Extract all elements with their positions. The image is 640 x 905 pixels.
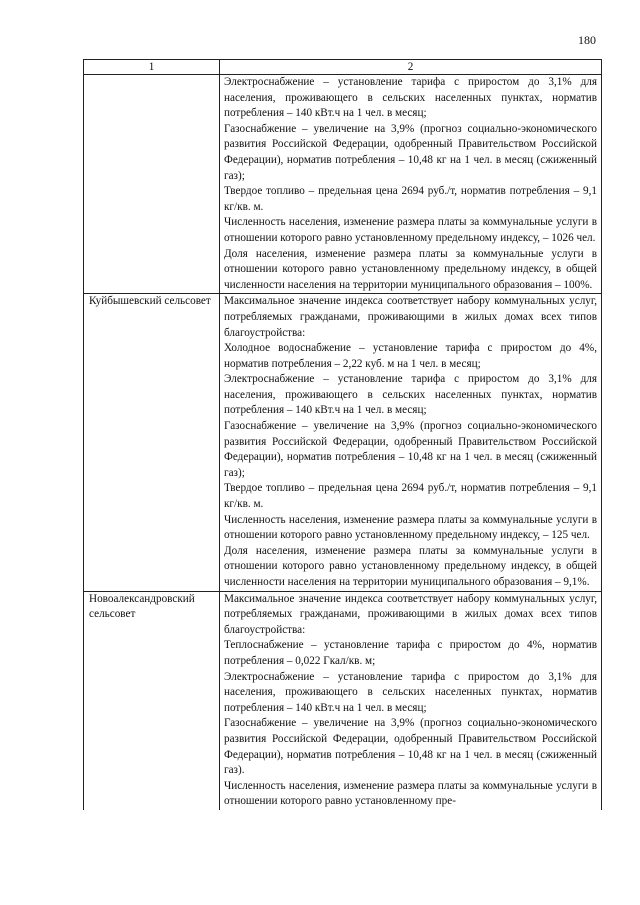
table-row — [84, 294, 602, 591]
column-header-1: 1 — [84, 60, 220, 75]
table-row — [84, 75, 602, 294]
municipality-name — [84, 75, 220, 294]
description-paragraph: Холодное водоснабжение – установление тарифа с приростом до 4%, норматив потребления – 2,22 куб. м на 1 чел. в месяц; — [224, 342, 597, 370]
description-paragraph: Максимальное значение индекса соответствует набору коммунальных услуг, потребляемых гражданами, проживающими в жилых домах всех типов благоустройства: — [224, 295, 597, 339]
description-paragraph: Теплоснабжение – установление тарифа с приростом до 4%, норматив потребления – 0,022 Гкал/кв. м; — [224, 639, 597, 667]
municipality-name: Новоалександровский сельсовет — [84, 591, 220, 810]
index-description — [220, 591, 602, 810]
table-body — [84, 75, 602, 810]
page-number: 180 — [578, 33, 596, 47]
description-paragraph: Численность населения, изменение размера платы за коммунальные услуги в отношении которого равно установленному пре- — [224, 779, 597, 808]
description-paragraph: Газоснабжение – увеличение на 3,9% (прогноз социально-экономического развития Российской Федерации, одобренный Правительством Российской Федерации), норматив потребления – 10,48 кг на 1 чел. в месяц (сжиженный газ); — [224, 122, 597, 182]
description-paragraph: Электроснабжение – установление тарифа с приростом до 3,1% для населения, проживающего в сельских населенных пунктах, норматив потребления – 140 кВт.ч на 1 чел. в месяц; — [224, 373, 597, 417]
tariff-table — [83, 59, 602, 810]
description-paragraph: Газоснабжение – увеличение на 3,9% (прогноз социально-экономического развития Российской Федерации, одобренный Правительством Российской Федерации), норматив потребления – 10,48 кг на 1 чел. в месяц (сжиженный газ); — [224, 420, 597, 479]
description-paragraph: Доля населения, изменение размера платы за коммунальные услуги в отношении которого равно установленному предельному индексу, в общей численности населения на территории муниципального образования – 9,1%. — [224, 544, 597, 588]
column-header-2: 2 — [220, 60, 602, 75]
description-paragraph: Твердое топливо – предельная цена 2694 руб./т, норматив потребления – 9,1 кг/кв. м. — [224, 482, 597, 511]
municipality-name: Куйбышевский сельсовет — [84, 294, 220, 591]
description-paragraph: Газоснабжение – увеличение на 3,9% (прогноз социально-экономического развития Российской Федерации, одобренный Правительством Российской Федерации), норматив потребления – 10,48 кг на 1 чел. в месяц (сжиженный газ). — [224, 717, 597, 777]
index-description — [220, 75, 602, 294]
index-description — [220, 294, 602, 591]
description-paragraph: Численность населения, изменение размера платы за коммунальные услуги в отношении которого равно установленному предельному индексу, – 1026 чел. — [224, 216, 597, 244]
description-paragraph: Численность населения, изменение размера платы за коммунальные услуги в отношении которого равно установленному предельному индексу, – 125 чел. — [224, 513, 597, 542]
table-row — [84, 591, 602, 810]
description-paragraph: Электроснабжение – установление тарифа с приростом до 3,1% для населения, проживающего в сельских населенных пунктах, норматив потребления – 140 кВт.ч на 1 чел. в месяц; — [224, 76, 597, 120]
description-paragraph: Максимальное значение индекса соответствует набору коммунальных услуг, потребляемых гражданами, проживающими в жилых домах всех типов благоустройства: — [224, 592, 597, 636]
description-paragraph: Твердое топливо – предельная цена 2694 руб./т, норматив потребления – 9,1 кг/кв. м. — [224, 185, 597, 213]
description-paragraph: Электроснабжение – установление тарифа с приростом до 3,1% для населения, проживающего в сельских населенных пунктах, норматив потребления – 140 кВт.ч на 1 чел. в месяц; — [224, 670, 597, 714]
description-paragraph: Доля населения, изменение размера платы за коммунальные услуги в отношении которого равно установленному предельному индексу, в общей численности населения на территории муниципального образования – 100%. — [224, 247, 597, 291]
table-header-row — [84, 60, 602, 75]
